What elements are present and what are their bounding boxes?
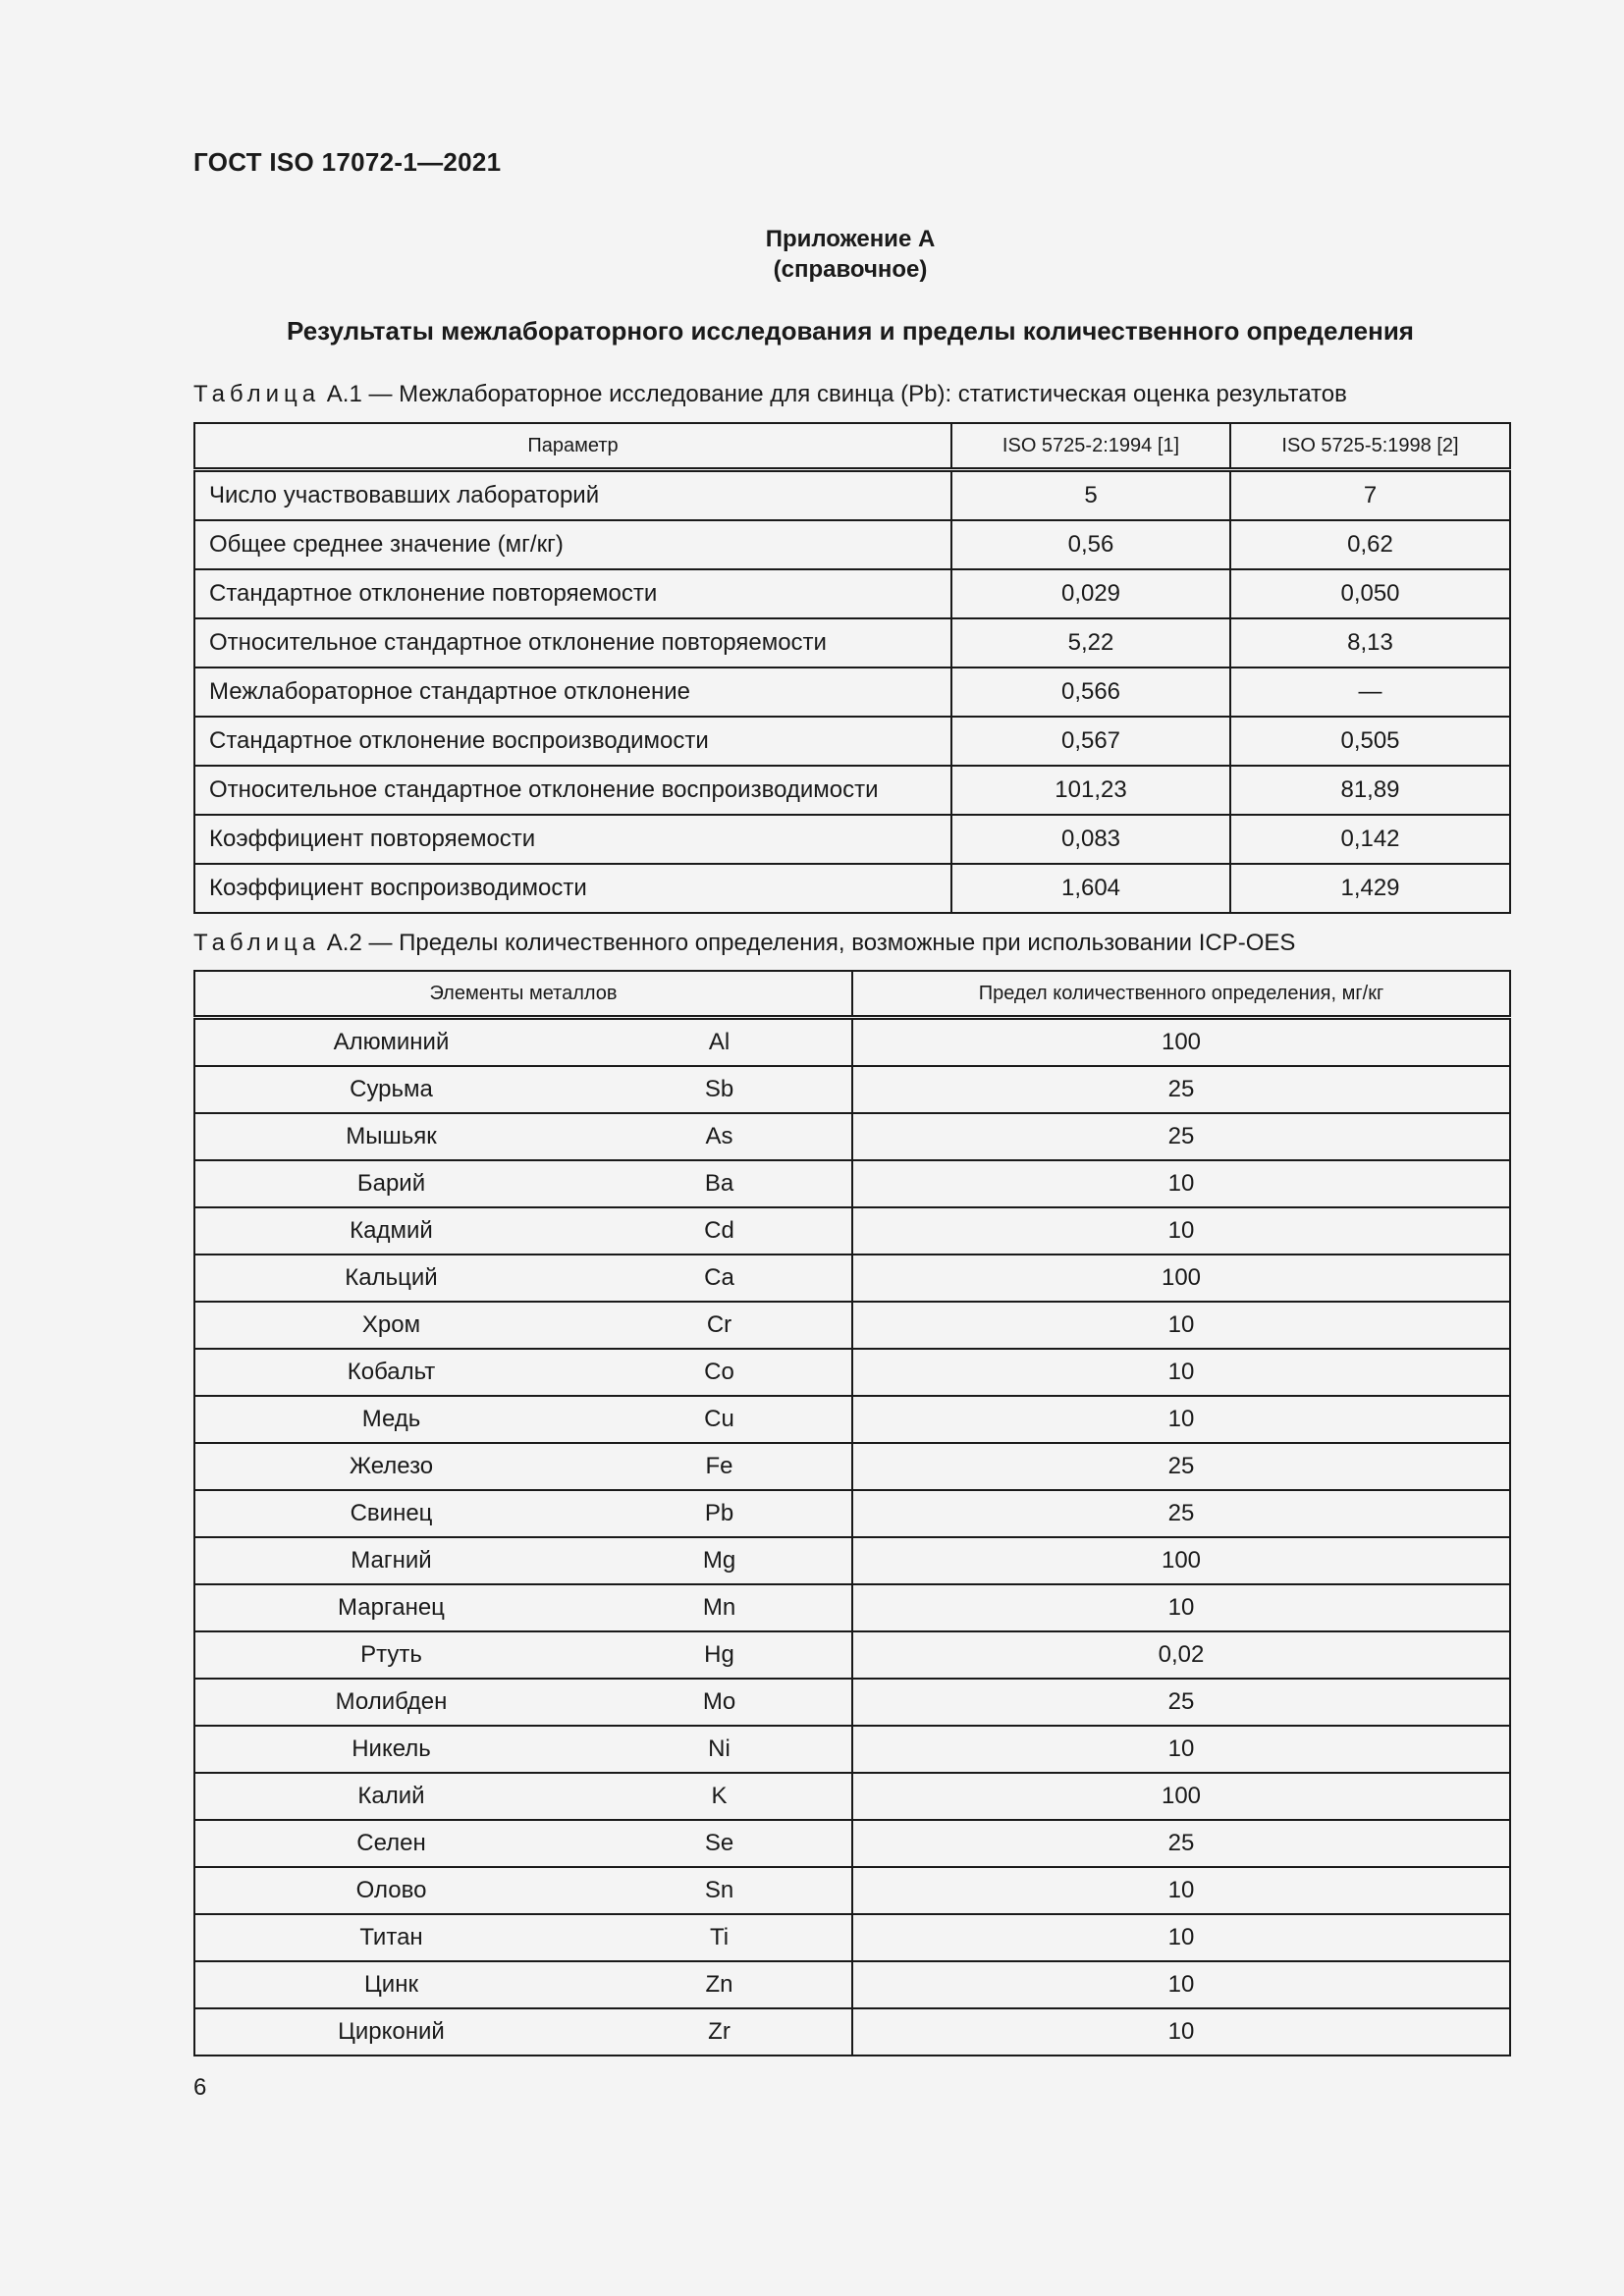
- limit-value: 0,02: [852, 1631, 1510, 1679]
- table1-header-iso-5725-5: ISO 5725-5:1998 [2]: [1230, 423, 1510, 470]
- element-symbol: Al: [587, 1018, 852, 1067]
- element-symbol: Mg: [587, 1537, 852, 1584]
- limit-value: 10: [852, 1207, 1510, 1255]
- element-name: Хром: [194, 1302, 587, 1349]
- limit-value: 25: [852, 1679, 1510, 1726]
- table2-header-elements: Элементы металлов: [194, 971, 852, 1018]
- limit-value: 10: [852, 1867, 1510, 1914]
- limit-value: 10: [852, 1160, 1510, 1207]
- table-row: [194, 1773, 1510, 1820]
- table-row: [194, 717, 1510, 766]
- element-symbol: As: [587, 1113, 852, 1160]
- table-row: [194, 1537, 1510, 1584]
- table2-caption-label: Таблица: [193, 930, 321, 956]
- element-symbol: Sn: [587, 1867, 852, 1914]
- table-row: [194, 1302, 1510, 1349]
- table1-header-iso-5725-2: ISO 5725-2:1994 [1]: [951, 423, 1230, 470]
- table-row: [194, 618, 1510, 667]
- limit-value: 25: [852, 1490, 1510, 1537]
- iso-5725-5-value: 0,62: [1230, 520, 1510, 569]
- table-row: [194, 470, 1510, 521]
- element-name: Цирконий: [194, 2008, 587, 2056]
- table-row: [194, 520, 1510, 569]
- iso-5725-2-value: 5: [951, 470, 1230, 521]
- limit-value: 25: [852, 1113, 1510, 1160]
- element-symbol: Mo: [587, 1679, 852, 1726]
- iso-5725-5-value: 7: [1230, 470, 1510, 521]
- limit-value: 100: [852, 1773, 1510, 1820]
- limit-value: 10: [852, 1726, 1510, 1773]
- parameter-cell: Число участвовавших лабораторий: [194, 470, 951, 521]
- table-row: [194, 1961, 1510, 2008]
- parameter-cell: Относительное стандартное отклонение воспроизводимости: [194, 766, 951, 815]
- element-name: Алюминий: [194, 1018, 587, 1067]
- element-symbol: Sb: [587, 1066, 852, 1113]
- limit-value: 100: [852, 1255, 1510, 1302]
- table1-header-parameter: Параметр: [194, 423, 951, 470]
- element-name: Цинк: [194, 1961, 587, 2008]
- table-row: [194, 667, 1510, 717]
- element-symbol: Ni: [587, 1726, 852, 1773]
- table-row: [194, 815, 1510, 864]
- element-symbol: Cr: [587, 1302, 852, 1349]
- table1-header-row: [194, 423, 1510, 470]
- limit-value: 25: [852, 1820, 1510, 1867]
- element-symbol: Ba: [587, 1160, 852, 1207]
- element-name: Железо: [194, 1443, 587, 1490]
- element-symbol: Se: [587, 1820, 852, 1867]
- parameter-cell: Общее среднее значение (мг/кг): [194, 520, 951, 569]
- iso-5725-5-value: 8,13: [1230, 618, 1510, 667]
- element-name: Марганец: [194, 1584, 587, 1631]
- element-symbol: Hg: [587, 1631, 852, 1679]
- table-row: [194, 1490, 1510, 1537]
- element-symbol: Co: [587, 1349, 852, 1396]
- iso-5725-2-value: 0,56: [951, 520, 1230, 569]
- limit-value: 10: [852, 1584, 1510, 1631]
- table-row: [194, 1018, 1510, 1067]
- iso-5725-2-value: 0,083: [951, 815, 1230, 864]
- table2-header-row: [194, 971, 1510, 1018]
- element-symbol: Cd: [587, 1207, 852, 1255]
- table-row: [194, 569, 1510, 618]
- limit-value: 100: [852, 1537, 1510, 1584]
- table-row: [194, 766, 1510, 815]
- parameter-cell: Относительное стандартное отклонение повторяемости: [194, 618, 951, 667]
- table-quantification-limits: [193, 970, 1511, 2056]
- element-symbol: Zn: [587, 1961, 852, 2008]
- table-row: [194, 1914, 1510, 1961]
- table-row: [194, 1820, 1510, 1867]
- element-symbol: K: [587, 1773, 852, 1820]
- table-row: [194, 2008, 1510, 2056]
- limit-value: 10: [852, 1349, 1510, 1396]
- table-row: [194, 1726, 1510, 1773]
- element-symbol: Pb: [587, 1490, 852, 1537]
- section-title: Результаты межлабораторного исследования и пределы количественного определения: [287, 316, 1414, 346]
- element-symbol: Zr: [587, 2008, 852, 2056]
- table1-caption-label: Таблица: [193, 381, 321, 407]
- iso-5725-5-value: 0,142: [1230, 815, 1510, 864]
- table2-caption: [193, 930, 1295, 957]
- iso-5725-2-value: 1,604: [951, 864, 1230, 913]
- limit-value: 25: [852, 1443, 1510, 1490]
- appendix-subtitle: (справочное): [773, 256, 928, 283]
- element-name: Мышьяк: [194, 1113, 587, 1160]
- element-name: Кадмий: [194, 1207, 587, 1255]
- parameter-cell: Коэффициент повторяемости: [194, 815, 951, 864]
- table-row: [194, 1113, 1510, 1160]
- iso-5725-2-value: 0,029: [951, 569, 1230, 618]
- table2-caption-text: А.2 — Пределы количественного определения, возможные при использовании ICP-OES: [326, 930, 1296, 956]
- parameter-cell: Коэффициент воспроизводимости: [194, 864, 951, 913]
- table-row: [194, 1867, 1510, 1914]
- table-statistics: [193, 422, 1511, 914]
- limit-value: 10: [852, 2008, 1510, 2056]
- parameter-cell: Стандартное отклонение воспроизводимости: [194, 717, 951, 766]
- limit-value: 25: [852, 1066, 1510, 1113]
- limit-value: 10: [852, 1914, 1510, 1961]
- element-name: Титан: [194, 1914, 587, 1961]
- element-name: Калий: [194, 1773, 587, 1820]
- table-row: [194, 1443, 1510, 1490]
- limit-value: 10: [852, 1396, 1510, 1443]
- iso-5725-2-value: 0,566: [951, 667, 1230, 717]
- element-name: Олово: [194, 1867, 587, 1914]
- iso-5725-2-value: 101,23: [951, 766, 1230, 815]
- table-row: [194, 1396, 1510, 1443]
- table1-caption-text: А.1 — Межлабораторное исследование для свинца (Pb): статистическая оценка результатов: [326, 381, 1347, 407]
- iso-5725-5-value: 0,505: [1230, 717, 1510, 766]
- table-row: [194, 1584, 1510, 1631]
- element-name: Ртуть: [194, 1631, 587, 1679]
- element-name: Свинец: [194, 1490, 587, 1537]
- limit-value: 100: [852, 1018, 1510, 1067]
- element-name: Селен: [194, 1820, 587, 1867]
- element-name: Магний: [194, 1537, 587, 1584]
- element-name: Сурьма: [194, 1066, 587, 1113]
- document-header: ГОСТ ISO 17072-1—2021: [193, 147, 502, 177]
- iso-5725-2-value: 0,567: [951, 717, 1230, 766]
- table-row: [194, 1349, 1510, 1396]
- iso-5725-5-value: 81,89: [1230, 766, 1510, 815]
- parameter-cell: Стандартное отклонение повторяемости: [194, 569, 951, 618]
- element-name: Никель: [194, 1726, 587, 1773]
- element-name: Медь: [194, 1396, 587, 1443]
- limit-value: 10: [852, 1302, 1510, 1349]
- table-row: [194, 1066, 1510, 1113]
- table-row: [194, 1207, 1510, 1255]
- table-row: [194, 1255, 1510, 1302]
- element-name: Кальций: [194, 1255, 587, 1302]
- element-name: Барий: [194, 1160, 587, 1207]
- table-row: [194, 1160, 1510, 1207]
- element-symbol: Ca: [587, 1255, 852, 1302]
- element-symbol: Ti: [587, 1914, 852, 1961]
- page-number: 6: [193, 2074, 207, 2101]
- iso-5725-5-value: —: [1230, 667, 1510, 717]
- limit-value: 10: [852, 1961, 1510, 2008]
- table-row: [194, 864, 1510, 913]
- element-name: Кобальт: [194, 1349, 587, 1396]
- element-symbol: Fe: [587, 1443, 852, 1490]
- element-name: Молибден: [194, 1679, 587, 1726]
- appendix-heading: [0, 224, 1624, 285]
- element-symbol: Mn: [587, 1584, 852, 1631]
- parameter-cell: Межлабораторное стандартное отклонение: [194, 667, 951, 717]
- table1-caption: [193, 381, 1347, 408]
- table-row: [194, 1679, 1510, 1726]
- element-symbol: Cu: [587, 1396, 852, 1443]
- table-row: [194, 1631, 1510, 1679]
- iso-5725-5-value: 1,429: [1230, 864, 1510, 913]
- iso-5725-5-value: 0,050: [1230, 569, 1510, 618]
- iso-5725-2-value: 5,22: [951, 618, 1230, 667]
- table2-header-limit: Предел количественного определения, мг/кг: [852, 971, 1510, 1018]
- appendix-title: Приложение А: [765, 226, 936, 252]
